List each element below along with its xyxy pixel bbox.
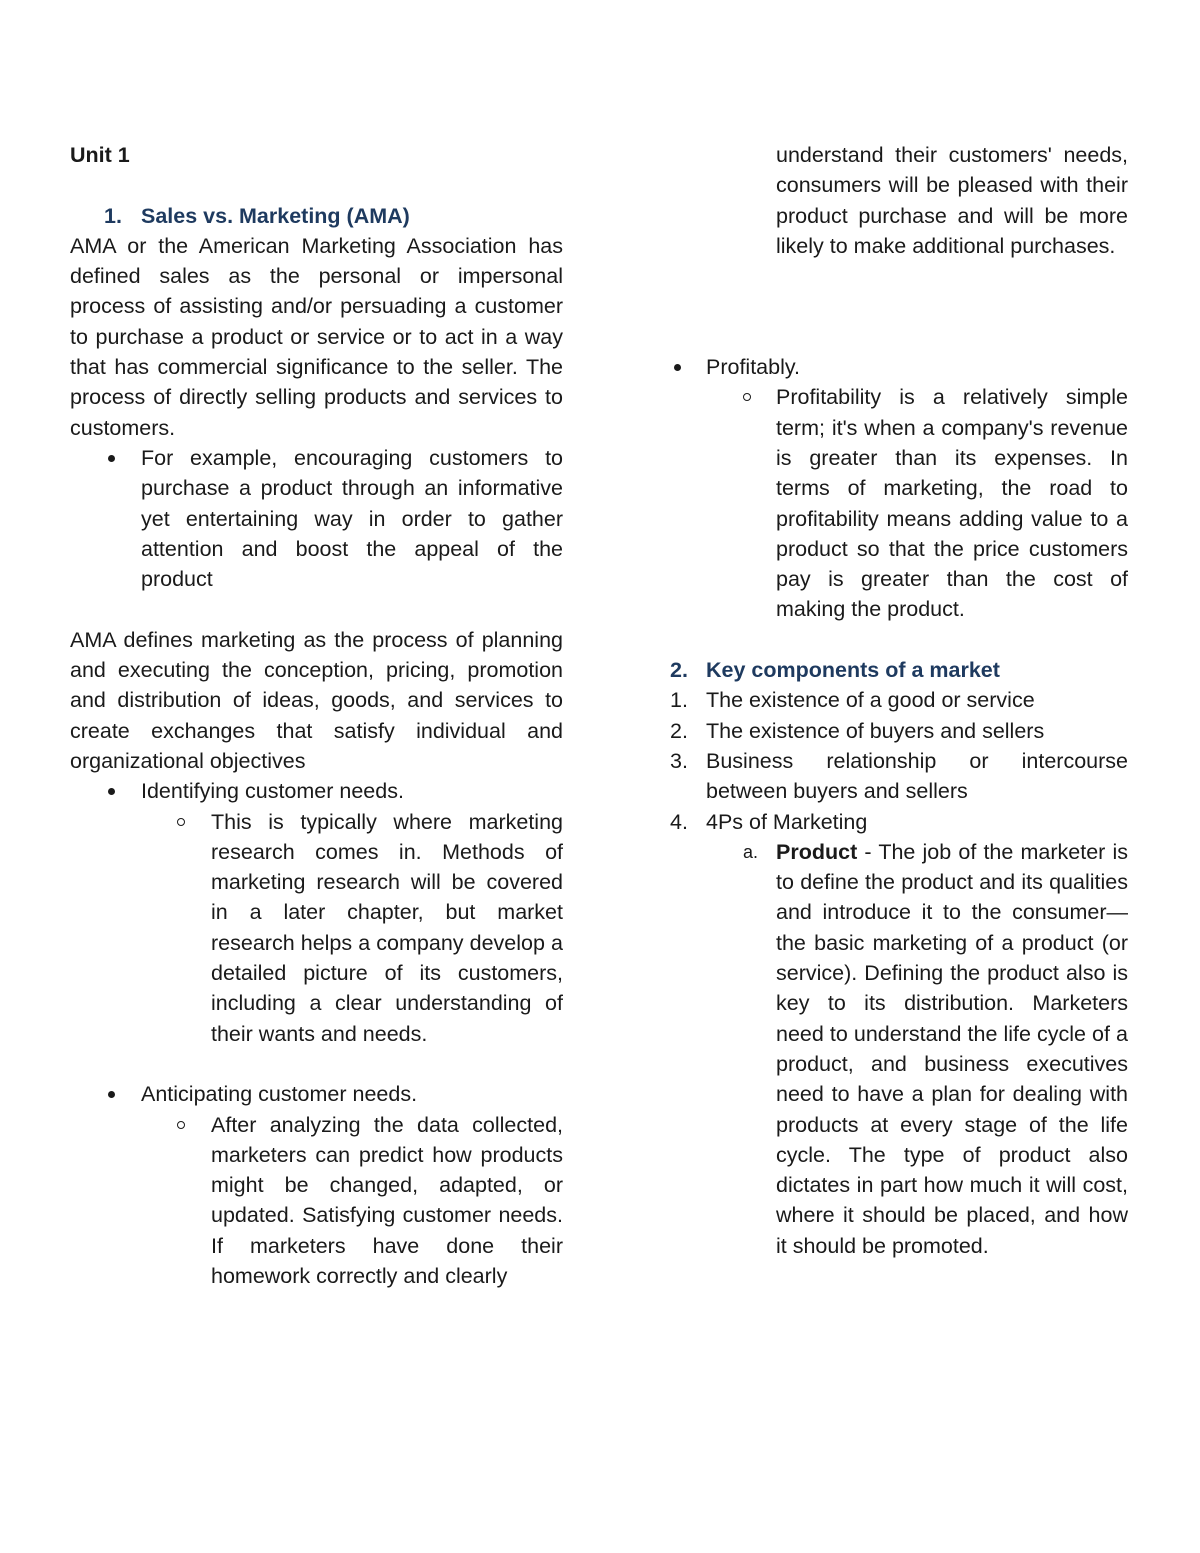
sub-list-item-product	[670, 837, 1128, 1261]
sales-definition-paragraph: AMA or the American Marketing Association has defined sales as the personal or impersonal process of assisting and/or persuading a customer to purchase a product or service or to act in a way that has commercial significance to the seller. The process of directly selling products and services to customers.	[70, 233, 563, 440]
heading-number: 1.	[104, 203, 122, 228]
sub-bullet-marketing-research	[70, 807, 563, 1049]
list-number: 4.	[670, 809, 688, 834]
spacer	[70, 1049, 563, 1079]
bullet-dot-icon	[108, 788, 115, 795]
spacer	[70, 170, 563, 200]
list-item	[670, 807, 1128, 837]
spacer	[70, 594, 563, 624]
list-item-text: The existence of buyers and sellers	[706, 718, 1045, 743]
bullet-circle-icon	[177, 818, 185, 826]
sub-bullet-text: Profitability is a relatively simple term; it's when a company's revenue is greater than its expenses. In terms of marketing, the road to profitability means adding value to a product so that the price customers pay is greater than the cost of making the product.	[776, 385, 1128, 622]
heading-text: Key components of a market	[706, 658, 1000, 683]
bullet-profitably	[670, 352, 1128, 382]
list-number: 3.	[670, 748, 688, 773]
sub-bullet-analyzing-data	[70, 1110, 563, 1292]
spacer	[670, 322, 1128, 352]
list-number: 1.	[670, 688, 688, 713]
sub-bullet-profitability	[670, 382, 1128, 624]
marketing-definition-paragraph: AMA defines marketing as the process of planning and executing the conception, pricing, promotion and distribution of ideas, goods, and services to create exchanges that satisfy individual and organizational objectives	[70, 627, 563, 773]
bullet-text: Anticipating customer needs.	[141, 1082, 418, 1107]
bullet-dot-icon	[108, 455, 115, 462]
list-item-text: The existence of a good or service	[706, 688, 1035, 713]
list-item	[670, 746, 1128, 807]
sub-list-term: Product	[776, 839, 858, 864]
list-item	[670, 716, 1128, 746]
sub-list-text: - The job of the marketer is to define the product and its qualities and introduce it to the consumer—the basic marketing of a product (or service). Defining the product also is key to its distribution. Marketers need to understand the life cycle of a product, and business executives need to have a plan for dealing with products at every stage of the life cycle. The type of product also dictates in part how much it will cost, where it should be placed, and how it should be promoted.	[776, 839, 1128, 1258]
bullet-dot-icon	[108, 1091, 115, 1098]
list-item	[670, 685, 1128, 715]
sub-bullet-text: After analyzing the data collected, marketers can predict how products might be changed, adapted, or updated. Satisfying customer needs. If marketers have done their homework correctly and clearly	[211, 1112, 563, 1288]
spacer	[670, 625, 1128, 655]
bullet-text: For example, encouraging customers to purchase a product through an informative yet entertaining way in order to gather attention and boost the appeal of the product	[141, 445, 563, 592]
sub-list-letter: a.	[743, 841, 759, 862]
bullet-dot-icon	[674, 364, 681, 371]
left-column	[70, 140, 563, 1291]
list-number: 2.	[670, 718, 688, 743]
bullet-text: Profitably.	[706, 355, 800, 380]
spacer	[670, 261, 1128, 291]
section-heading-sales-vs-marketing	[70, 201, 563, 231]
bullet-circle-icon	[177, 1121, 185, 1129]
unit-title: Unit 1	[70, 143, 130, 167]
list-item-text: Business relationship or intercourse between buyers and sellers	[706, 748, 1128, 804]
spacer	[670, 291, 1128, 321]
bullet-text: Identifying customer needs.	[141, 779, 404, 804]
bullet-identifying-needs	[70, 776, 563, 806]
heading-number: 2.	[670, 658, 688, 683]
sub-bullet-text: This is typically where marketing research comes in. Methods of marketing research will be covered in a later chapter, but market research helps a company develop a detailed picture of its customers, including a clear understanding of their wants and needs.	[211, 809, 563, 1046]
section-heading-key-components	[670, 655, 1128, 685]
right-column	[670, 140, 1128, 1261]
heading-text: Sales vs. Marketing (AMA)	[141, 203, 410, 228]
continued-sub-bullet-text: understand their customers' needs, consumers will be pleased with their product purchase and will be more likely to make additional purchases.	[776, 143, 1128, 258]
bullet-example	[70, 443, 563, 594]
list-item-text: 4Ps of Marketing	[706, 809, 868, 834]
bullet-circle-icon	[743, 393, 751, 401]
bullet-anticipating-needs	[70, 1079, 563, 1109]
